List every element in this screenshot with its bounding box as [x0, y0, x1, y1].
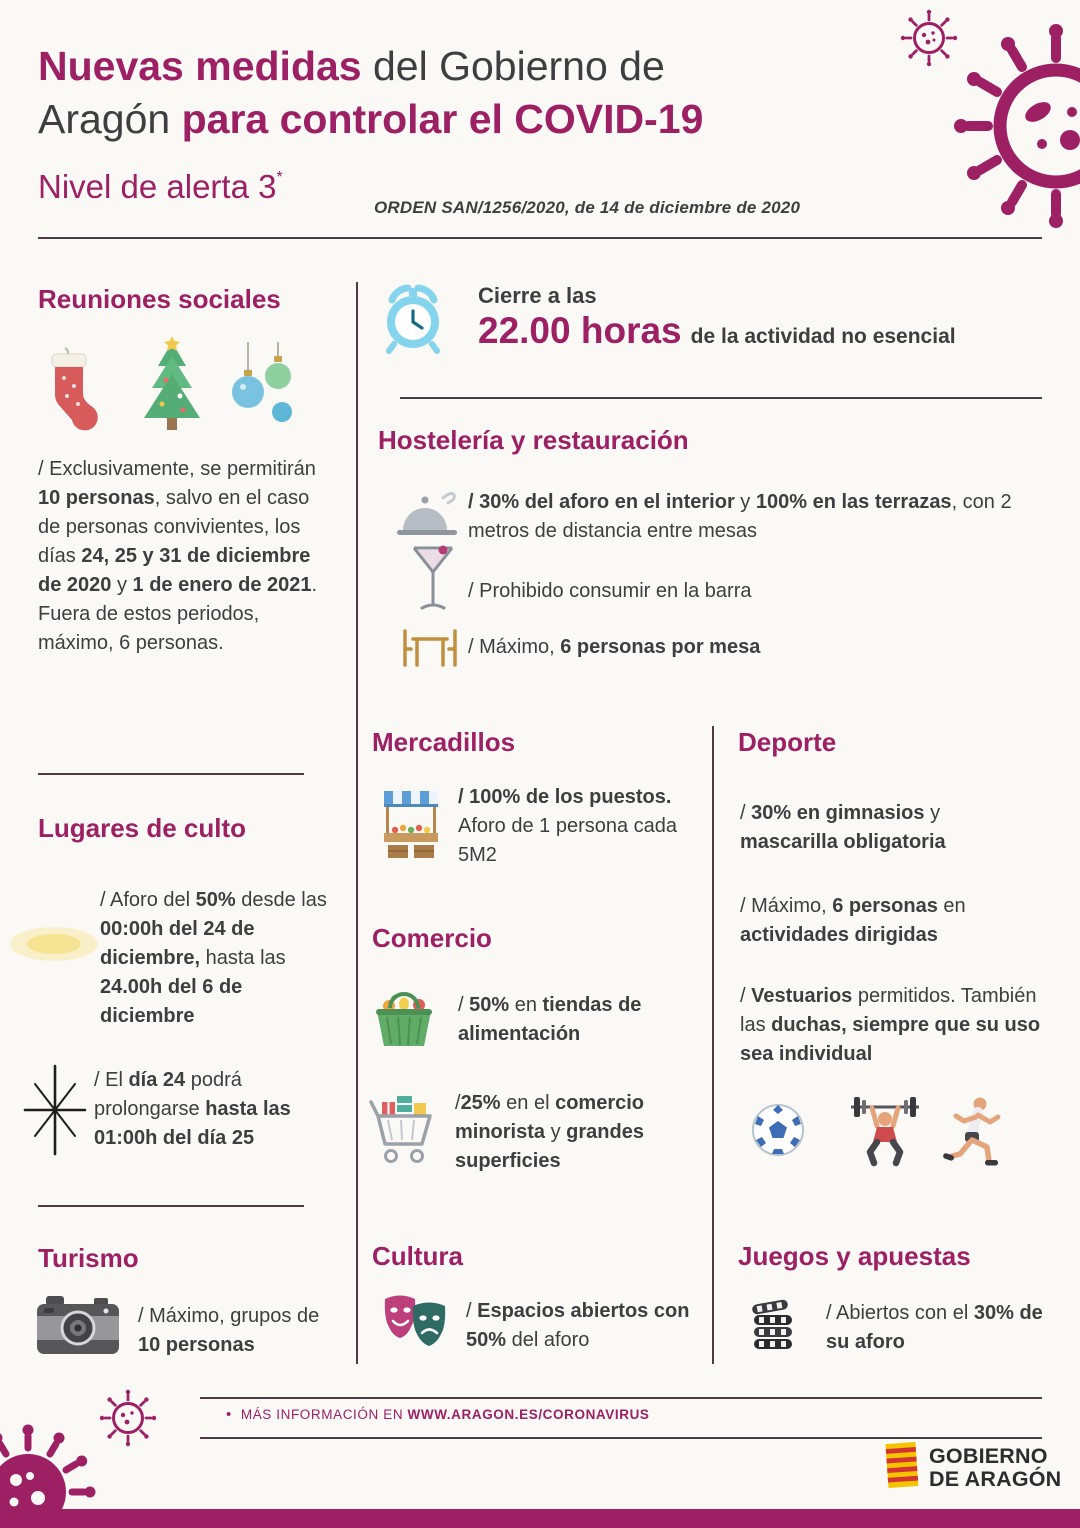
- hosteleria-item-3: / Máximo, 6 personas por mesa: [468, 636, 761, 658]
- title-line-1: Nuevas medidas del Gobierno de: [38, 43, 665, 89]
- virus-icon: [938, 20, 1080, 240]
- footer-info: [226, 1406, 650, 1423]
- vertical-divider: [712, 726, 714, 1364]
- curfew-line: [478, 310, 956, 352]
- cultura-body-text: / Espacios abiertos con 50% del aforo: [466, 1300, 690, 1351]
- alert-level: Nivel de alerta 3*: [38, 168, 283, 205]
- logo-line-1: GOBIERNO: [929, 1444, 1048, 1468]
- section-heading-deporte: Deporte: [738, 727, 837, 757]
- section-heading-reuniones: Reuniones sociales: [38, 284, 281, 314]
- cocktail-icon: [410, 544, 456, 616]
- footer-info-text: [241, 1407, 650, 1422]
- hosteleria-item-1: / 30% del aforo en el interior y 100% en las terrazas, con 2 metros de distancia entre mesas: [468, 491, 1012, 542]
- curfew-section: [478, 283, 956, 352]
- soccer-ball-icon: [750, 1102, 806, 1158]
- footer-divider-bottom: [200, 1437, 1042, 1439]
- culto-item-1: / Aforo del 50% desde las 00:00h del 24 de diciembre, hasta las 24.00h del 6 de diciembre: [100, 889, 327, 1027]
- comercio-item-1: / 50% en tiendas de alimentación: [458, 994, 642, 1045]
- running-icon: [942, 1094, 1004, 1174]
- ornaments-icon: [226, 342, 300, 436]
- table-chairs-icon: [398, 627, 462, 669]
- aragon-flag-icon: [884, 1440, 920, 1492]
- star-icon: [22, 1064, 88, 1156]
- curfew-time: 22.00 horas: [478, 310, 682, 351]
- footer-divider-top: [200, 1397, 1042, 1399]
- camera-icon: [36, 1294, 120, 1356]
- section-heading-juegos: Juegos y apuestas: [738, 1241, 971, 1271]
- divider: [400, 397, 1042, 399]
- alert-asterisk: *: [276, 169, 283, 186]
- christmas-tree-icon: [128, 336, 216, 440]
- turismo-body-text: / Máximo, grupos de 10 personas: [138, 1305, 320, 1356]
- divider: [38, 773, 304, 775]
- virus-icon: [0, 1380, 181, 1528]
- deporte-item-3: / Vestuarios permitidos. También las duchas, siempre que su uso sea individual: [740, 985, 1041, 1065]
- curfew-intro: Cierre a las: [478, 283, 597, 308]
- vertical-divider: [356, 282, 358, 1364]
- section-heading-culto: Lugares de culto: [38, 813, 247, 843]
- footer-info-prefix: MÁS INFORMACIÓN EN: [240, 1407, 408, 1422]
- mercadillos-body-text: / 100% de los puestos. Aforo de 1 persona cada 5M2: [458, 786, 678, 866]
- section-heading-hosteleria: Hostelería y restauración: [378, 425, 689, 455]
- footer-info-url[interactable]: WWW.ARAGON.ES/CORONAVIRUS: [407, 1407, 650, 1422]
- hosteleria-item-2: / Prohibido consumir en la barra: [468, 580, 752, 602]
- curfew-scope: de la actividad no esencial: [690, 325, 956, 348]
- section-heading-cultura: Cultura: [372, 1241, 463, 1271]
- bullet-icon: •: [226, 1406, 232, 1423]
- section-heading-turismo: Turismo: [38, 1243, 139, 1273]
- deporte-item-1: / 30% en gimnasios y mascarilla obligatoria: [740, 802, 946, 853]
- poker-chips-icon: [746, 1293, 802, 1353]
- sun-glow-icon: [8, 912, 100, 976]
- stocking-icon: [40, 346, 104, 438]
- theater-masks-icon: [383, 1293, 447, 1351]
- section-heading-mercadillos: Mercadillos: [372, 727, 516, 757]
- juegos-body-text: / Abiertos con el 30% de su aforo: [826, 1302, 1043, 1353]
- header-divider: [38, 237, 1042, 239]
- logo-line-2: DE ARAGÓN: [929, 1467, 1062, 1491]
- deporte-item-2: / Máximo, 6 personas en actividades dirigidas: [740, 895, 966, 946]
- cloche-icon: [396, 490, 458, 538]
- shopping-cart-icon: [368, 1084, 434, 1166]
- market-stall-icon: [382, 788, 440, 860]
- gobierno-aragon-logo: [929, 1445, 1061, 1491]
- comercio-item-2: /25% en el comercio minorista y grandes superficies: [455, 1092, 645, 1172]
- divider: [38, 1205, 304, 1207]
- section-heading-comercio: Comercio: [372, 923, 492, 953]
- weightlifting-icon: [846, 1092, 924, 1170]
- reuniones-body-text: / Exclusivamente, se permitirán 10 personas, salvo en el caso de personas convivientes, los días 24, 25 y 31 de diciembre de 2020 y 1 de enero de 2021. Fuera de estos periodos, máximo, 6 personas.: [38, 458, 318, 654]
- alarm-clock-icon: [380, 280, 446, 354]
- order-reference: ORDEN SAN/1256/2020, de 14 de diciembre de 2020: [374, 198, 801, 217]
- page-title: [38, 40, 703, 146]
- title-line-2: Aragón para controlar el COVID-19: [38, 96, 704, 142]
- grocery-basket-icon: [374, 986, 434, 1048]
- culto-item-2: / El día 24 podrá prolongarse hasta las 01:00h del día 25: [94, 1069, 291, 1149]
